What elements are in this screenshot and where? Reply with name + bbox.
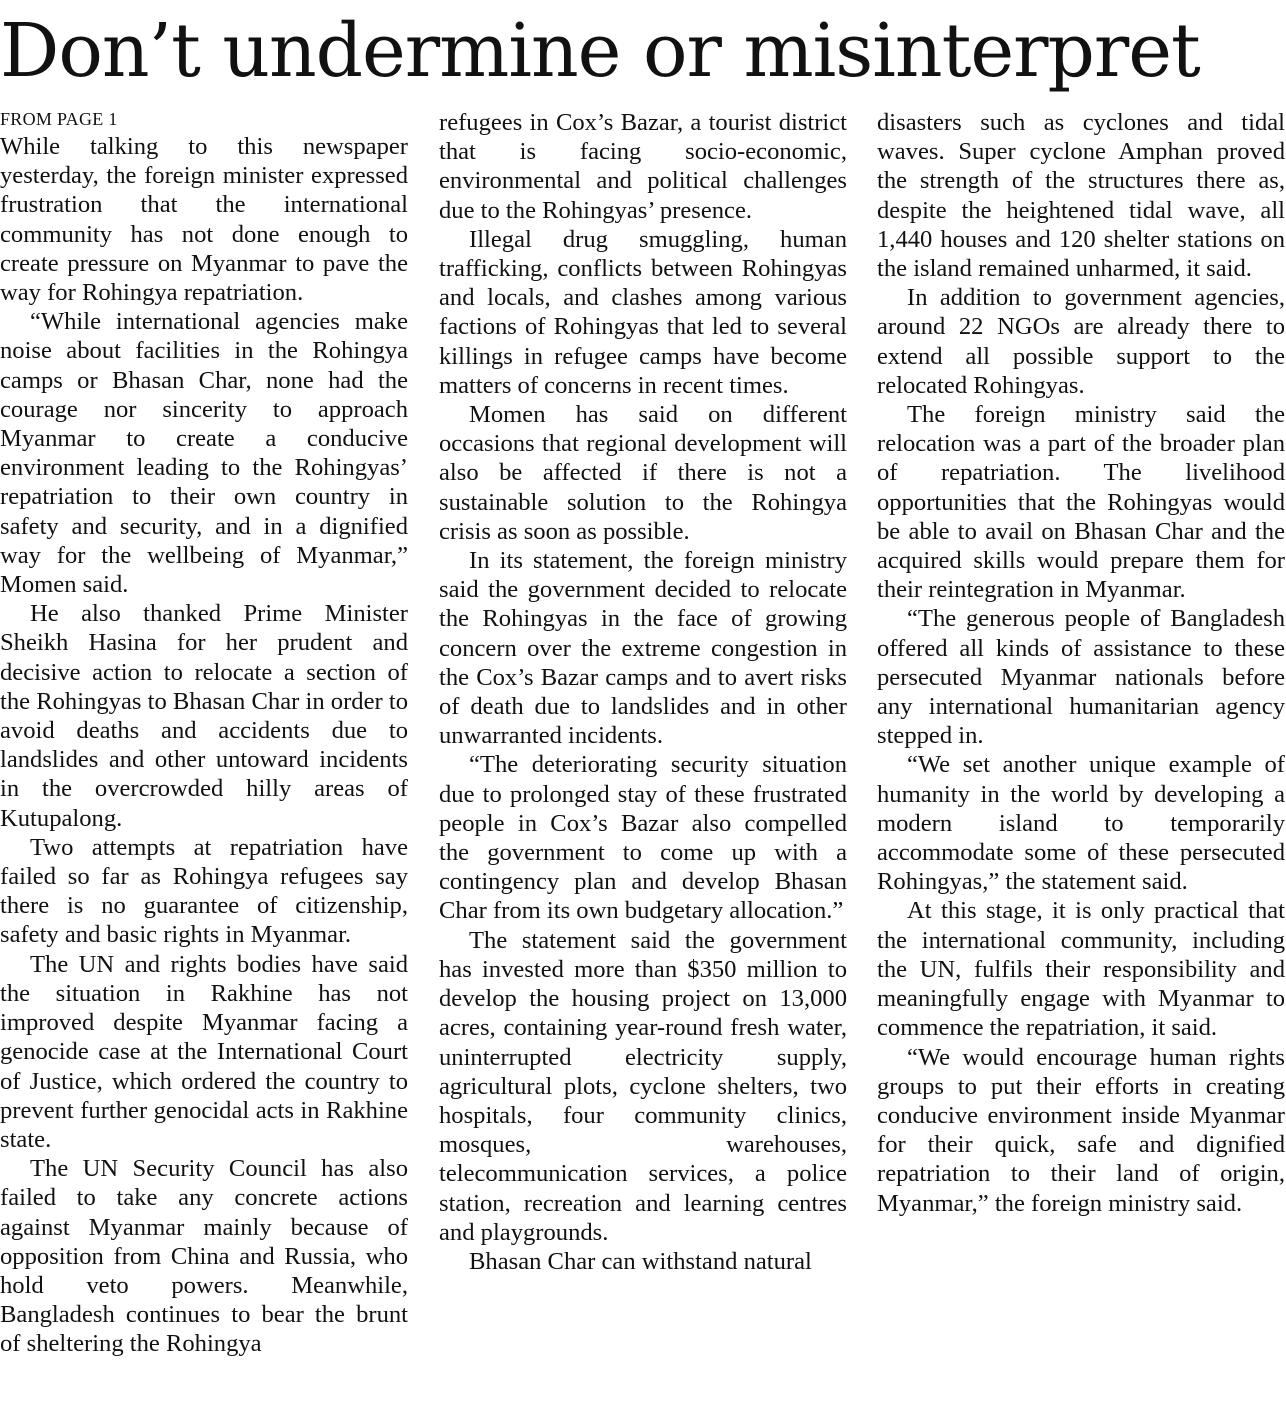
paragraph: refugees in Cox’s Bazar, a tourist district that is facing socio-economic, environmental and political challenges due to the Rohingyas’ presence. [439, 109, 847, 224]
kicker: FROM PAGE 1 [0, 109, 118, 129]
paragraph: He also thanked Prime Minister Sheikh Hasina for her prudent and decisive action to relocate a section of the Rohingyas to Bhasan Char in order to avoid deaths and accidents due to landslides and other untoward incidents in the overcrowded hilly areas of Kutupalong. [0, 600, 408, 832]
paragraph: The UN Security Council has also failed to take any concrete actions against Myanmar mainly because of opposition from China and Russia, who hold veto powers. Meanwhile, Bangladesh continues to bear the brunt of sheltering the Rohingya [0, 1155, 408, 1358]
paragraph: In addition to government agencies, around 22 NGOs are already there to extend all possible support to the relocated Rohingyas. [877, 284, 1285, 399]
paragraph: Bhasan Char can withstand natural [469, 1247, 812, 1275]
paragraph: The foreign ministry said the relocation was a part of the broader plan of repatriation. The livelihood opportunities that the Rohingyas would be able to avail on Bhasan Char and the acquired skills would prepare them for their reintegration in Myanmar. [877, 401, 1285, 604]
paragraph: The UN and rights bodies have said the situation in Rakhine has not improved despite Myanmar facing a genocide case at the International Court of Justice, which ordered the country to prevent further genocidal acts in Rakhine state. [0, 950, 408, 1153]
paragraph: In its statement, the foreign ministry said the government decided to relocate the Rohingyas in the face of growing concern over the extreme congestion in the Cox’s Bazar camps and to avert risks of death due to landslides and in other unwarranted incidents. [439, 547, 847, 750]
paragraph: At this stage, it is only practical that the international community, including the UN, fulfils their responsibility and meaningfully engage with Myanmar to commence the repatriation, it said. [877, 897, 1285, 1042]
paragraph: “We set another unique example of humanity in the world by developing a modern island to temporarily accommodate some of these persecuted Rohingyas,” the statement said. [877, 751, 1285, 896]
paragraph: “While international agencies make noise about facilities in the Rohingya camps or Bhasan Char, none had the courage nor sincerity to approach Myanmar to create a conducive environment leading to the Rohingyas’ repatriation to their own country in safety and security, and in a dignified way for the wellbeing of Myanmar,” Momen said. [0, 308, 408, 599]
paragraph: “The generous people of Bangladesh offered all kinds of assistance to these persecuted Myanmar nationals before any international humanitarian agency stepped in. [877, 605, 1285, 750]
headline: Don’t undermine or misinterpret [0, 8, 1200, 94]
paragraph: disasters such as cyclones and tidal waves. Super cyclone Amphan proved the strength of the structures there as, despite the heightened tidal wave, all 1,440 houses and 120 shelter stations on the island remained unharmed, it said. [877, 109, 1285, 283]
paragraph: While talking to this newspaper yesterday, the foreign minister expressed frustration that the international community has not done enough to create pressure on Myanmar to pave the way for Rohingya repatriation. [0, 133, 408, 307]
paragraph: “The deteriorating security situation due to prolonged stay of these frustrated people in Cox’s Bazar also compelled the government to come up with a contingency plan and develop Bhasan Char from its own budgetary allocation.” [439, 751, 847, 925]
paragraph: Momen has said on different occasions that regional development will also be affected if there is not a sustainable solution to the Rohingya crisis as soon as possible. [439, 401, 847, 545]
article-column-1 [0, 108, 408, 1359]
article-column-2 [439, 108, 847, 1276]
paragraph: Illegal drug smuggling, human trafficking, conflicts between Rohingyas and locals, and clashes among various factions of Rohingyas that led to several killings in refugee camps have become matters of concerns in recent times. [439, 225, 847, 399]
article-column-3 [877, 108, 1285, 1218]
paragraph: The statement said the government has invested more than $350 million to develop the housing project on 13,000 acres, containing year-round fresh water, uninterrupted electricity supply, agricultural plots, cyclone shelters, two hospitals, four community clinics, mosques, warehouses, telecommunication services, a police station, recreation and learning centres and playgrounds. [439, 926, 847, 1246]
paragraph: “We would encourage human rights groups to put their efforts in creating conducive environment inside Myanmar for their quick, safe and dignified repatriation to their land of origin, Myanmar,” the foreign ministry said. [877, 1043, 1285, 1217]
paragraph: Two attempts at repatriation have failed so far as Rohingya refugees say there is no guarantee of citizenship, safety and basic rights in Myanmar. [0, 833, 408, 949]
